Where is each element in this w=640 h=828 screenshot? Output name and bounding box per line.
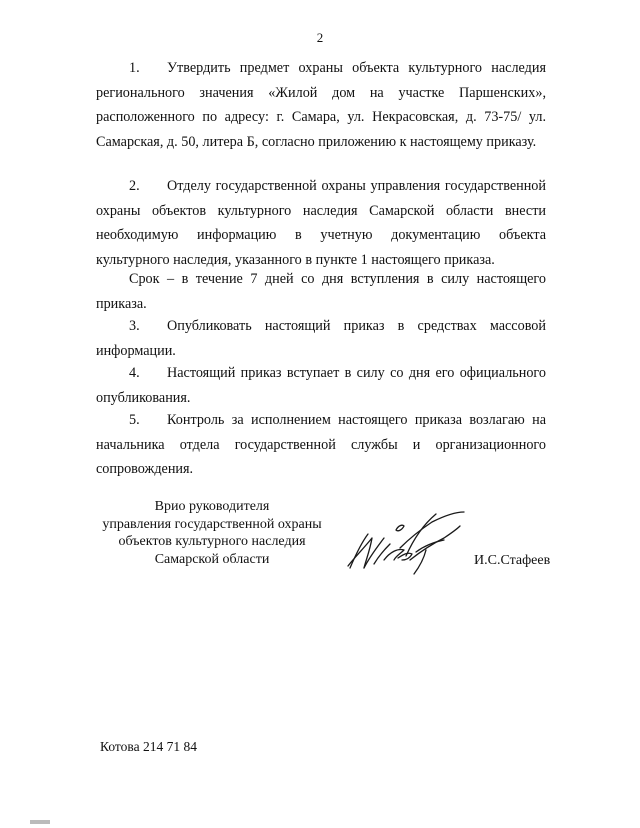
clause-number: 3. (129, 318, 140, 334)
clause-2 (96, 174, 546, 272)
clause-number: 1. (129, 60, 140, 76)
clause-text: Утвердить предмет охраны объекта культурного наследия регионального значения «Жилой дом на участке Паршенских», расположенного по адресу: г. Самара, ул. Некрасовская, д. 73-75/ ул. Самарская, д. 50, литера Б, согласно приложению к настоящему приказу. (96, 60, 546, 150)
position-line: Самарской области (154, 551, 270, 567)
clause-1 (96, 56, 546, 154)
clause-3 (96, 314, 546, 363)
signatory-position (100, 498, 324, 568)
page-number: 2 (316, 30, 324, 45)
clause-text: Срок – в течение 7 дней со дня вступления в силу настоящего приказа. (96, 271, 546, 312)
position-line: объектов культурного наследия (118, 534, 306, 549)
clause-4 (96, 361, 546, 410)
position-line: управления государственной охраны (102, 516, 322, 532)
scan-artifact (30, 820, 50, 824)
clause-deadline (96, 267, 546, 316)
handwritten-signature (340, 508, 468, 578)
clause-number: 4. (129, 365, 140, 381)
clause-number: 2. (129, 178, 140, 194)
executor-contact: Котова 214 71 84 (100, 739, 197, 754)
signatory-name: И.С.Стафеев (474, 553, 551, 568)
clause-text: Настоящий приказ вступает в силу со дня его официального опубликования. (96, 365, 546, 406)
clause-text: Опубликовать настоящий приказ в средствах массовой информации. (96, 318, 546, 359)
clause-text: Контроль за исполнением настоящего приказа возлагаю на начальника отдела государственной службы и организационного сопровождения. (96, 412, 546, 478)
clause-number: 5. (129, 412, 140, 428)
clause-5 (96, 408, 546, 482)
position-line: Врио руководителя (154, 499, 270, 514)
clause-text: Отделу государственной охраны управления государственной охраны объектов культурного наследия Самарской области внести необходимую информацию в учетную документацию объекта культурного наследия, указанного в пункте 1 настоящего приказа. (96, 178, 546, 268)
